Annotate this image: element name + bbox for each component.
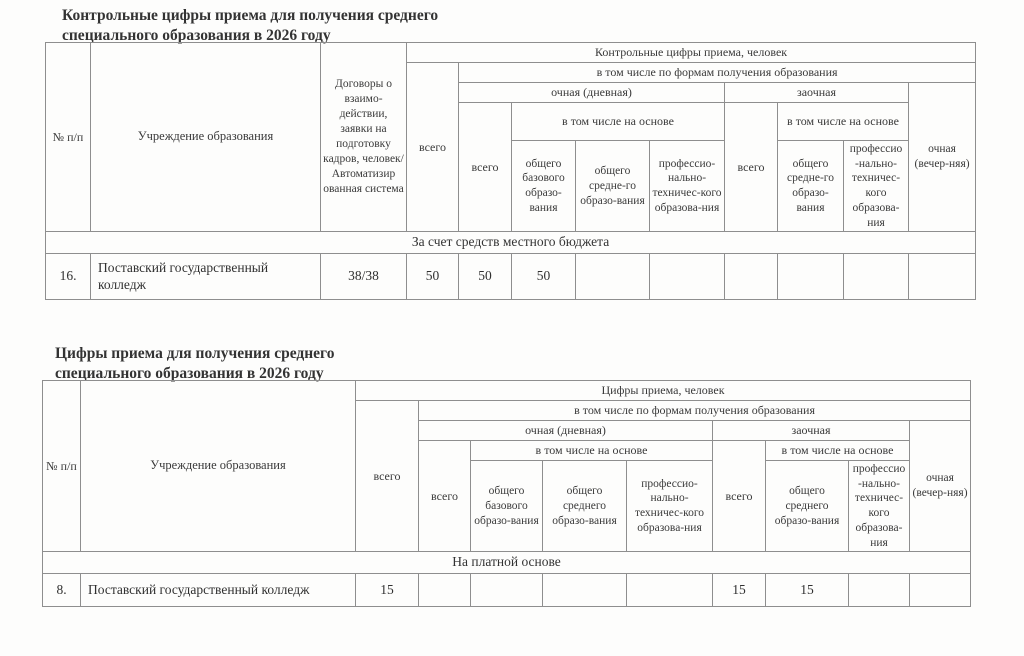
t2-col-header-pt-secondary: общего среднего образо-вания: [766, 461, 849, 552]
t1-row-ft-total: 50: [459, 254, 512, 300]
t1-group-header-parttime: заочная: [725, 83, 909, 103]
t1-section-row-local-budget: За счет средств местного бюджета: [46, 232, 976, 254]
t2-row-evening: [910, 574, 971, 607]
t1-row-pt-secondary: [778, 254, 844, 300]
t2-col-header-ft-vocational: профессио-нально-техничес-кого образова-ния: [627, 461, 713, 552]
t1-row-ft-vocational: [650, 254, 725, 300]
t1-col-header-contracts: Договоры о взаимо-действии, заявки на подготовку кадров, человек/ Автоматизир ованная система: [321, 43, 407, 232]
t2-col-header-ft-secondary: общего среднего образо-вания: [543, 461, 627, 552]
t1-group-header-control-figures: Контрольные цифры приема, человек: [407, 43, 976, 63]
table2-admission-figures: [42, 380, 971, 607]
t2-row-pt-vocational: [849, 574, 910, 607]
t2-row-institution: Поставский государственный колледж: [81, 574, 356, 607]
t2-row-ft-total: [419, 574, 471, 607]
t1-col-header-ft-vocational: профессио-нально-техничес-кого образова-ния: [650, 141, 725, 232]
t1-col-header-num: № п/п: [46, 43, 91, 232]
t1-group-header-by-forms: в том числе по формам получения образования: [459, 63, 976, 83]
t1-group-header-pt-basis: в том числе на основе: [778, 103, 909, 141]
t2-col-header-evening: очная (вечер-няя): [910, 421, 971, 552]
t2-section-row-paid-basis: На платной основе: [43, 552, 971, 574]
t2-group-header-ft-basis: в том числе на основе: [471, 441, 713, 461]
t1-group-header-ft-basis: в том числе на основе: [512, 103, 725, 141]
table-row: [46, 254, 976, 300]
table-row: [43, 574, 971, 607]
t2-row-num: 8.: [43, 574, 81, 607]
t2-group-header-by-forms: в том числе по формам получения образования: [419, 401, 971, 421]
t2-col-header-pt-vocational: профессио-нально-техничес-кого образова-ния: [849, 461, 910, 552]
t2-row-pt-secondary: 15: [766, 574, 849, 607]
t2-row-total: 15: [356, 574, 419, 607]
t1-row-pt-vocational: [844, 254, 909, 300]
table1-control-admission-figures: [45, 42, 976, 300]
t2-row-pt-total: 15: [713, 574, 766, 607]
t1-col-header-pt-total: всего: [725, 103, 778, 232]
table1-title: Контрольные цифры приема для получения среднего специального образования в 2026 году: [62, 7, 439, 45]
t1-col-header-total: всего: [407, 63, 459, 232]
t2-col-header-institution: Учреждение образования: [81, 381, 356, 552]
t1-col-header-ft-total: всего: [459, 103, 512, 232]
t2-col-header-ft-basic: общего базового образо-вания: [471, 461, 543, 552]
t1-row-num: 16.: [46, 254, 91, 300]
t2-col-header-pt-total: всего: [713, 441, 766, 552]
t1-col-header-pt-vocational: профессио -нально-техничес-кого образова-ния: [844, 141, 909, 232]
t2-col-header-num: № п/п: [43, 381, 81, 552]
t1-row-contracts: 38/38: [321, 254, 407, 300]
t1-row-evening: [909, 254, 976, 300]
t2-row-ft-vocational: [627, 574, 713, 607]
t1-row-total: 50: [407, 254, 459, 300]
t1-col-header-ft-secondary: общего средне-го образо-вания: [576, 141, 650, 232]
t2-group-header-admission-figures: Цифры приема, человек: [356, 381, 971, 401]
t2-group-header-parttime: заочная: [713, 421, 910, 441]
t1-col-header-evening: очная (вечер-няя): [909, 83, 976, 232]
t1-group-header-fulltime: очная (дневная): [459, 83, 725, 103]
t1-row-ft-secondary: [576, 254, 650, 300]
t2-group-header-fulltime: очная (дневная): [419, 421, 713, 441]
t1-row-ft-basic: 50: [512, 254, 576, 300]
t1-row-institution: Поставский государственный колледж: [91, 254, 321, 300]
t1-row-pt-total: [725, 254, 778, 300]
t2-row-ft-secondary: [543, 574, 627, 607]
t2-group-header-pt-basis: в том числе на основе: [766, 441, 910, 461]
t2-col-header-total: всего: [356, 401, 419, 552]
t2-row-ft-basic: [471, 574, 543, 607]
t2-col-header-ft-total: всего: [419, 441, 471, 552]
t1-col-header-pt-secondary: общего средне-го образо-вания: [778, 141, 844, 232]
t1-col-header-institution: Учреждение образования: [91, 43, 321, 232]
table2-title: Цифры приема для получения среднего специального образования в 2026 году: [55, 345, 335, 383]
t1-col-header-ft-basic: общего базового образо-вания: [512, 141, 576, 232]
